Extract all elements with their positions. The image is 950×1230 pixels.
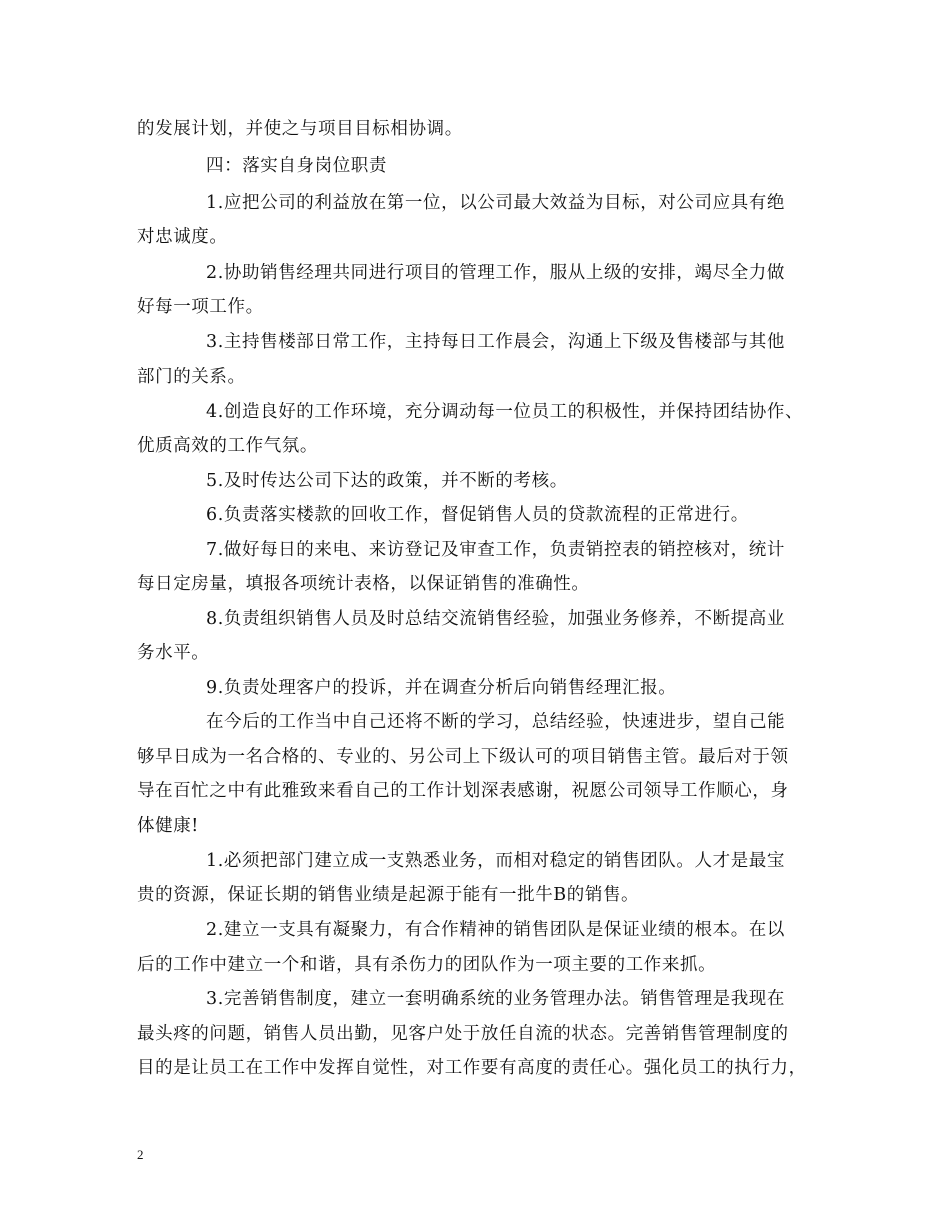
text-line: 体健康! xyxy=(137,816,199,836)
text-line: 1.应把公司的利益放在第一位，以公司最大效益为目标，对公司应具有绝 xyxy=(206,193,785,213)
text-line: 务水平。 xyxy=(137,643,210,663)
text-line: 的发展计划，并使之与项目目标相协调。 xyxy=(137,119,463,139)
section-heading: 四：落实自身岗位职责 xyxy=(206,156,387,176)
text-line: 后的工作中建立一个和谐，具有杀伤力的团队作为一项主要的工作来抓。 xyxy=(137,955,717,975)
text-line: 6.负责落实楼款的回收工作，督促销售人员的贷款流程的正常进行。 xyxy=(206,505,749,525)
text-line: 目的是让员工在工作中发挥自觉性，对工作要有高度的责任心。强化员工的执行力， xyxy=(137,1058,807,1078)
text-line: 1.必须把部门建立成一支熟悉业务，而相对稳定的销售团队。人才是最宝 xyxy=(206,851,785,871)
text-line: 9.负责处理客户的投诉，并在调查分析后向销售经理汇报。 xyxy=(206,678,677,698)
text-line: 导在百忙之中有此雅致来看自己的工作计划深表感谢，祝愿公司领导工作顺心，身 xyxy=(137,781,789,801)
text-line: 在今后的工作当中自己还将不断的学习，总结经验，快速进步，望自己能 xyxy=(206,712,786,732)
text-line: 最头疼的问题，销售人员出勤，见客户处于放任自流的状态。完善销售管理制度的 xyxy=(137,1024,789,1044)
text-line: 每日定房量，填报各项统计表格，以保证销售的准确性。 xyxy=(137,574,590,594)
text-line: 7.做好每日的来电、来访登记及审查工作，负责销控表的销控核对，统计 xyxy=(206,540,785,560)
text-line: 5.及时传达公司下达的政策，并不断的考核。 xyxy=(206,471,568,491)
text-line: 8.负责组织销售人员及时总结交流销售经验，加强业务修养，不断提高业 xyxy=(206,609,785,629)
text-line: 部门的关系。 xyxy=(137,367,246,387)
text-line: 对忠诚度。 xyxy=(137,227,228,247)
text-line: 优质高效的工作气氛。 xyxy=(137,436,318,456)
text-line: 2.协助销售经理共同进行项目的管理工作，服从上级的安排，竭尽全力做 xyxy=(206,263,785,283)
text-line: 够早日成为一名合格的、专业的、另公司上下级认可的项目销售主管。最后对于领 xyxy=(137,747,789,767)
text-line: 3.完善销售制度，建立一套明确系统的业务管理办法。销售管理是我现在 xyxy=(206,989,785,1009)
text-line: 好每一项工作。 xyxy=(137,297,264,317)
page-number: 2 xyxy=(137,1147,144,1162)
text-line: 3.主持售楼部日常工作，主持每日工作晨会，沟通上下级及售楼部与其他 xyxy=(206,332,785,352)
text-line: 贵的资源，保证长期的销售业绩是起源于能有一批牛B的销售。 xyxy=(137,885,640,905)
text-line: 2.建立一支具有凝聚力，有合作精神的销售团队是保证业绩的根本。在以 xyxy=(206,920,785,940)
text-line: 4.创造良好的工作环境，充分调动每一位员工的积极性，并保持团结协作、 xyxy=(206,402,804,422)
